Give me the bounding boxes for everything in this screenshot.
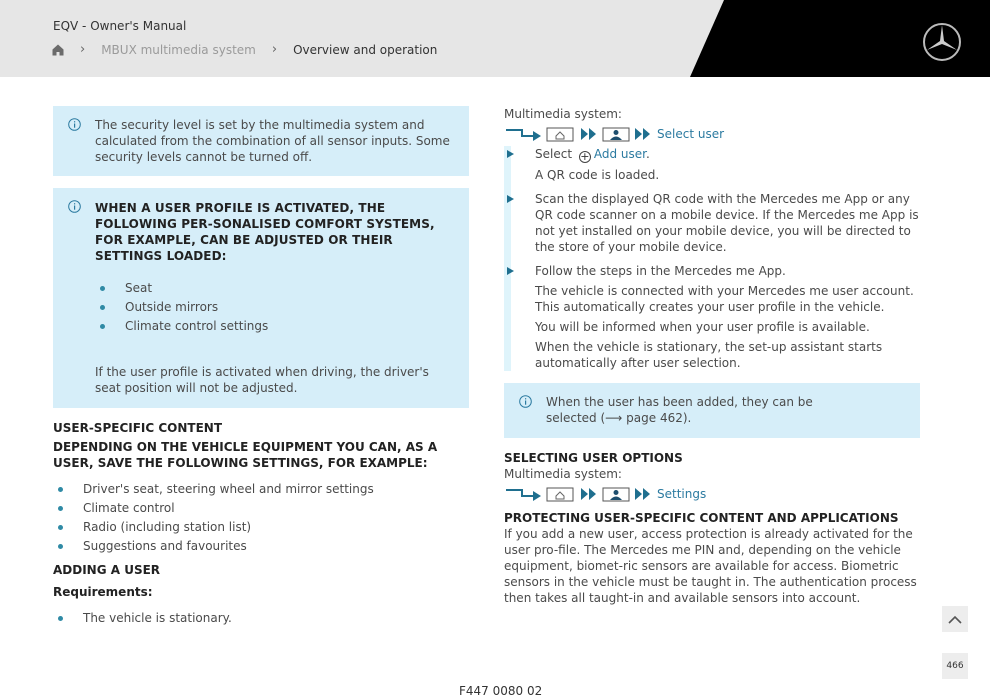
list-item: Radio (including station list) bbox=[53, 519, 469, 535]
multimedia-label: Multimedia system: bbox=[504, 107, 622, 121]
multimedia-label: Multimedia system: bbox=[504, 467, 622, 481]
step-1 bbox=[511, 146, 920, 183]
select-user-link[interactable]: Select user bbox=[657, 127, 725, 141]
double-chevron-icon bbox=[634, 127, 652, 141]
path-arrow-icon bbox=[504, 127, 542, 141]
step-3-result: The vehicle is connected with your Mercedes me user account. This automatically creates your user profile in the vehicle. bbox=[535, 284, 914, 314]
profile-list bbox=[95, 280, 455, 334]
step-arrow-icon bbox=[507, 267, 514, 275]
user-specific-heading: USER-SPECIFIC CONTENT bbox=[53, 421, 223, 435]
step-arrow-icon bbox=[507, 195, 514, 203]
nav-path-settings bbox=[504, 484, 920, 504]
user-icon bbox=[602, 486, 630, 502]
mercedes-star-logo bbox=[922, 22, 962, 62]
right-column bbox=[504, 106, 920, 606]
double-chevron-icon bbox=[634, 487, 652, 501]
step-3 bbox=[511, 263, 920, 371]
header bbox=[0, 0, 990, 77]
breadcrumb bbox=[52, 42, 437, 57]
list-item: The vehicle is stationary. bbox=[53, 610, 469, 626]
user-specific-list bbox=[53, 481, 469, 554]
requirements-list bbox=[53, 610, 469, 626]
info-icon bbox=[519, 395, 532, 408]
list-item: Climate control bbox=[53, 500, 469, 516]
user-specific-subheading: DEPENDING ON THE VEHICLE EQUIPMENT YOU CAN, AS A USER, SAVE THE FOLLOWING SETTINGS, FOR EXAMPLE: bbox=[53, 440, 438, 470]
double-chevron-icon bbox=[580, 487, 598, 501]
home-screen-icon bbox=[546, 126, 574, 142]
period: . bbox=[645, 147, 650, 161]
step-1-result: A QR code is loaded. bbox=[535, 168, 660, 182]
info-box-profile bbox=[53, 188, 469, 408]
protecting-text: If you add a new user, access protection is already activated for the user pro-file. The Mercedes me PIN and, depending on the vehicle equipment, biomet-ric sensors are available for access. Biometric sensors in the vehicle must be taught in. The authentication process then takes all taught-in and available sensors into account. bbox=[504, 527, 917, 605]
info-box-user-added bbox=[504, 383, 920, 438]
step-arrow-icon bbox=[507, 150, 514, 158]
step-3-result: You will be informed when your user profile is available. bbox=[535, 320, 870, 334]
info-security-text: The security level is set by the multimedia system and calculated from the combination of all sensor inputs. Some security levels cannot be turned off. bbox=[95, 118, 450, 164]
breadcrumb-mbux[interactable]: MBUX multimedia system bbox=[101, 42, 256, 57]
settings-link[interactable]: Settings bbox=[657, 487, 707, 501]
requirements-label: Requirements: bbox=[53, 585, 153, 599]
info-icon bbox=[68, 200, 81, 213]
profile-heading: WHEN A USER PROFILE IS ACTIVATED, THE FOLLOWING PER-SONALISED COMFORT SYSTEMS, FOR EXAMPLE, CAN BE ADJUSTED OR THEIR SETTINGS LOADED: bbox=[95, 201, 435, 263]
adding-user-heading: ADDING A USER bbox=[53, 563, 161, 577]
info-user-added-text[interactable]: When the user has been added, they can be selected (⟶ page 462). bbox=[546, 395, 813, 425]
list-item: Climate control settings bbox=[95, 318, 455, 334]
instruction-steps bbox=[504, 146, 920, 371]
left-column bbox=[53, 106, 469, 629]
list-item: Outside mirrors bbox=[95, 299, 455, 315]
home-screen-icon bbox=[546, 486, 574, 502]
app-title: EQV - Owner's Manual bbox=[53, 19, 187, 33]
image-code: F447 0080 02 bbox=[459, 684, 543, 698]
info-icon bbox=[68, 118, 81, 131]
protecting-heading: PROTECTING USER-SPECIFIC CONTENT AND APPLICATIONS bbox=[504, 511, 899, 525]
path-arrow-icon bbox=[504, 487, 542, 501]
home-icon[interactable] bbox=[52, 44, 64, 56]
list-item: Suggestions and favourites bbox=[53, 538, 469, 554]
add-icon: + bbox=[580, 150, 590, 163]
chevron-right-icon: › bbox=[80, 42, 86, 57]
step-3-text: Follow the steps in the Mercedes me App. bbox=[535, 264, 786, 278]
select-text: Select bbox=[535, 147, 573, 161]
breadcrumb-overview[interactable]: Overview and operation bbox=[293, 42, 438, 57]
list-item: Driver's seat, steering wheel and mirror settings bbox=[53, 481, 469, 497]
double-chevron-icon bbox=[580, 127, 598, 141]
step-2 bbox=[511, 191, 920, 255]
page-number-button[interactable]: 466 bbox=[942, 653, 968, 679]
list-item: Seat bbox=[95, 280, 455, 296]
step-2-text: Scan the displayed QR code with the Mercedes me App or any QR code scanner on a mobile device. If the Mercedes me App is not yet installed on your mobile device, you will be directed to the store of your mobile device. bbox=[535, 192, 919, 254]
nav-path-select-user bbox=[504, 124, 920, 144]
step-3-result: When the vehicle is stationary, the set-up assistant starts automatically after user selection. bbox=[535, 340, 883, 370]
selecting-heading: SELECTING USER OPTIONS bbox=[504, 451, 683, 465]
chevron-up-icon bbox=[948, 615, 962, 624]
add-user-link[interactable]: Add user bbox=[593, 147, 646, 161]
scroll-top-button[interactable] bbox=[942, 606, 968, 632]
profile-note: If the user profile is activated when driving, the driver's seat position will not be adjusted. bbox=[95, 365, 429, 395]
chevron-right-icon: › bbox=[271, 42, 278, 57]
info-box-security bbox=[53, 106, 469, 176]
user-icon bbox=[602, 126, 630, 142]
